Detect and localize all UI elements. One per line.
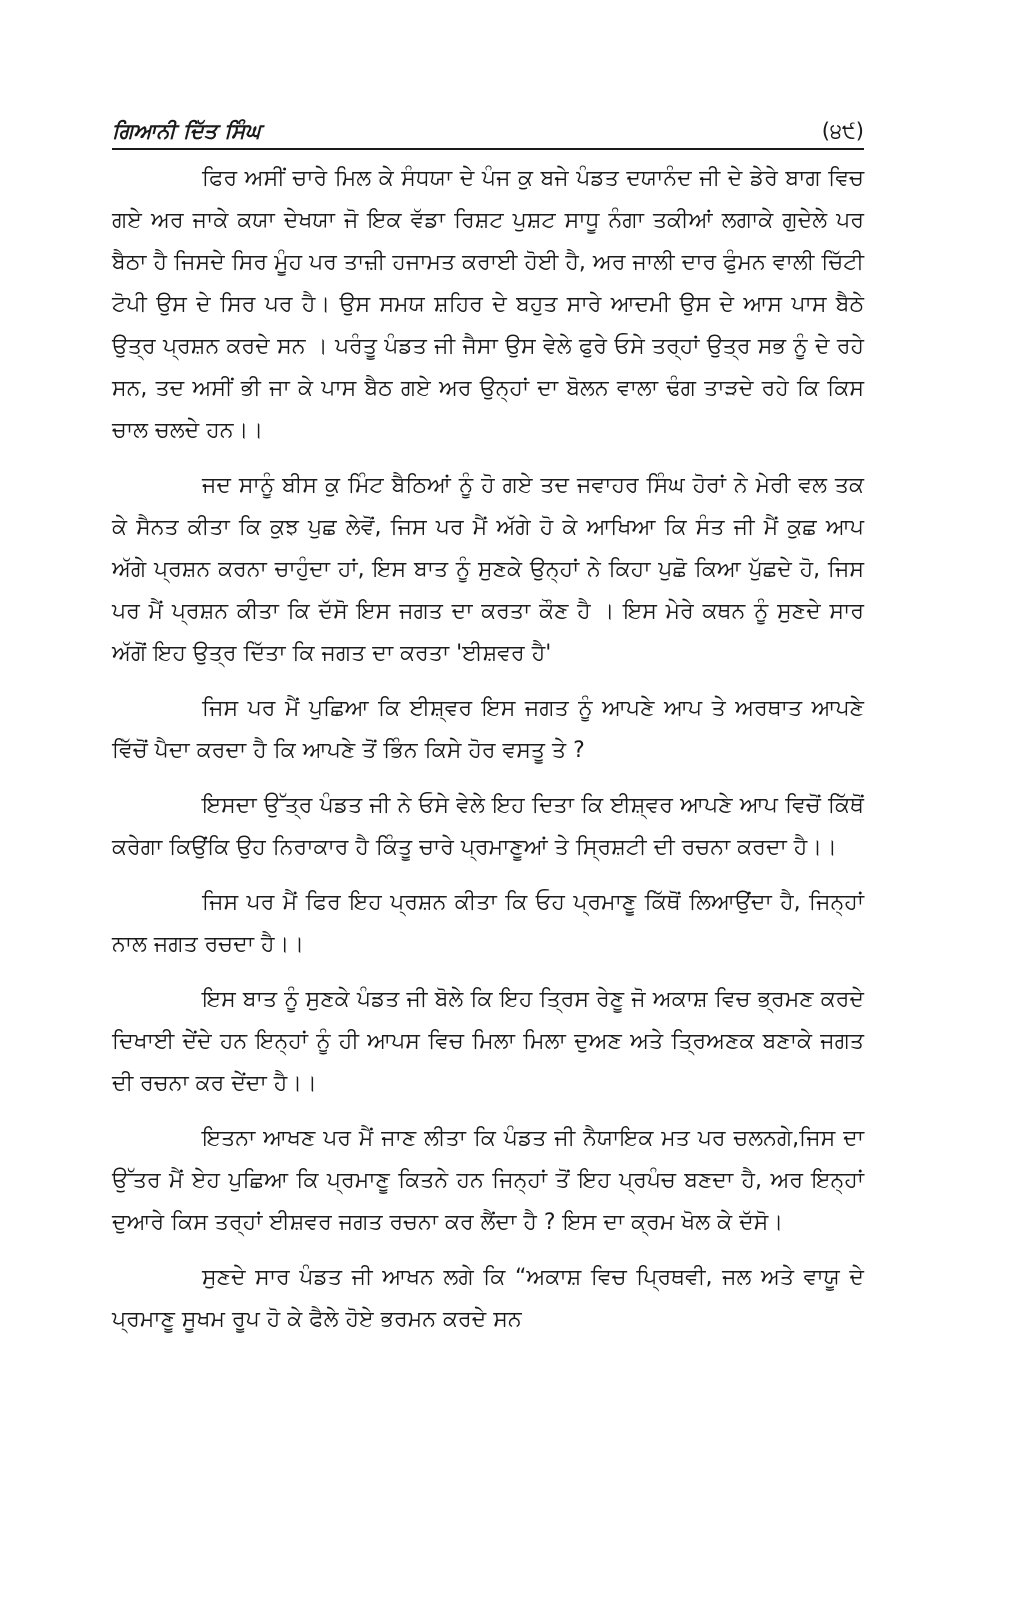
page-number: (੪੯) bbox=[821, 119, 864, 143]
paragraph-8: ਸੁਣਦੇ ਸਾਰ ਪੰਡਤ ਜੀ ਆਖਨ ਲਗੇ ਕਿ “ਅਕਾਸ਼ ਵਿਚ ਪ੍ਰਿਥਵੀ, ਜਲ ਅਤੇ ਵਾਯੂ ਦੇ ਪ੍ਰਮਾਣੂ ਸੂਖਮ ਰੂਪ ਹੋ ਕੇ ਫੈਲੇ ਹੋਏ ਭਰਮਨ ਕਰਦੇ ਸਨ bbox=[112, 1265, 864, 1332]
running-title: ਗਿਆਨੀ ਦਿੱਤ ਸਿੰਘ bbox=[112, 119, 261, 143]
paragraph-4: ਇਸਦਾ ਉੱਤ੍ਰ ਪੰਡਤ ਜੀ ਨੇ ਓਸੇ ਵੇਲੇ ਇਹ ਦਿਤਾ ਕਿ ਈਸ਼੍ਵਰ ਆਪਣੇ ਆਪ ਵਿਚੋਂ ਕਿੱਥੋਂ ਕਰੇਗਾ ਕਿਉਂਕਿ ਉਹ ਨਿਰਾਕਾਰ ਹੈ ਕਿੰਤੂ ਚਾਰੇ ਪ੍ਰਮਾਣੂਆਂ ਤੇ ਸ੍ਰਿਸ਼ਟੀ ਦੀ ਰਚਨਾ ਕਰਦਾ ਹੈ।। bbox=[112, 793, 864, 860]
paragraph-7: ਇਤਨਾ ਆਖਣ ਪਰ ਮੈਂ ਜਾਣ ਲੀਤਾ ਕਿ ਪੰਡਤ ਜੀ ਨੈਯਾਇਕ ਮਤ ਪਰ ਚਲਨਗੇ,ਜਿਸ ਦਾ ਉੱਤਰ ਮੈਂ ਏਹ ਪੁਛਿਆ ਕਿ ਪ੍ਰਮਾਣੂ ਕਿਤਨੇ ਹਨ ਜਿਨ੍ਹਾਂ ਤੋਂ ਇਹ ਪ੍ਰਪੰਚ ਬਣਦਾ ਹੈ, ਅਰ ਇਨ੍ਹਾਂ ਦੁਆਰੇ ਕਿਸ ਤਰ੍ਹਾਂ ਈਸ਼ਵਰ ਜਗਤ ਰਚਨਾ ਕਰ ਲੈਂਦਾ ਹੈ ? ਇਸ ਦਾ ਕ੍ਰਮ ਖੋਲ ਕੇ ਦੱਸੋ। bbox=[112, 1126, 864, 1235]
running-head bbox=[112, 112, 864, 150]
paragraph-5: ਜਿਸ ਪਰ ਮੈਂ ਫਿਰ ਇਹ ਪ੍ਰਸ਼ਨ ਕੀਤਾ ਕਿ ਓਹ ਪ੍ਰਮਾਣੂ ਕਿੱਥੋਂ ਲਿਆਉਂਦਾ ਹੈ, ਜਿਨ੍ਹਾਂ ਨਾਲ ਜਗਤ ਰਚਦਾ ਹੈ।। bbox=[112, 890, 864, 957]
paragraph-2: ਜਦ ਸਾਨੂੰ ਬੀਸ ਕੁ ਮਿੰਟ ਬੈਠਿਆਂ ਨੂੰ ਹੋ ਗਏ ਤਦ ਜਵਾਹਰ ਸਿੰਘ ਹੋਰਾਂ ਨੇ ਮੇਰੀ ਵਲ ਤਕ ਕੇ ਸੈਨਤ ਕੀਤਾ ਕਿ ਕੁਝ ਪੁਛ ਲੇਵੋਂ, ਜਿਸ ਪਰ ਮੈਂ ਅੱਗੇ ਹੋ ਕੇ ਆਖਿਆ ਕਿ ਸੰਤ ਜੀ ਮੈਂ ਕੁਛ ਆਪ ਅੱਗੇ ਪ੍ਰਸ਼ਨ ਕਰਨਾ ਚਾਹੁੰਦਾ ਹਾਂ, ਇਸ ਬਾਤ ਨੂੰ ਸੁਣਕੇ ਉਨ੍ਹਾਂ ਨੇ ਕਿਹਾ ਪੁਛੋ ਕਿਆ ਪੁੱਛਦੇ ਹੋ, ਜਿਸ ਪਰ ਮੈਂ ਪ੍ਰਸ਼ਨ ਕੀਤਾ ਕਿ ਦੱਸੋ ਇਸ ਜਗਤ ਦਾ ਕਰਤਾ ਕੌਣ ਹੈ । ਇਸ ਮੇਰੇ ਕਥਨ ਨੂੰ ਸੁਣਦੇ ਸਾਰ ਅੱਗੋਂ ਇਹ ਉਤ੍ਰ ਦਿੱਤਾ ਕਿ ਜਗਤ ਦਾ ਕਰਤਾ 'ਈਸ਼ਵਰ ਹੈ' bbox=[112, 473, 864, 666]
paragraph-1: ਫਿਰ ਅਸੀਂ ਚਾਰੇ ਮਿਲ ਕੇ ਸੰਧਯਾ ਦੇ ਪੰਜ ਕੁ ਬਜੇ ਪੰਡਤ ਦਯਾਨੰਦ ਜੀ ਦੇ ਡੇਰੇ ਬਾਗ ਵਿਚ ਗਏ ਅਰ ਜਾਕੇ ਕਯਾ ਦੇਖਯਾ ਜੋ ਇਕ ਵੱਡਾ ਰਿਸ਼ਟ ਪੁਸ਼ਟ ਸਾਧੂ ਨੰਗਾ ਤਕੀਆਂ ਲਗਾਕੇ ਗੁਦੇਲੇ ਪਰ ਬੈਠਾ ਹੈ ਜਿਸਦੇ ਸਿਰ ਮੂੰਹ ਪਰ ਤਾਜ਼ੀ ਹਜਾਮਤ ਕਰਾਈ ਹੋਈ ਹੈ, ਅਰ ਜਾਲੀ ਦਾਰ ਫੁੰਮਨ ਵਾਲੀ ਚਿੱਟੀ ਟੋਪੀ ਉਸ ਦੇ ਸਿਰ ਪਰ ਹੈ। ਉਸ ਸਮਯ ਸ਼ਹਿਰ ਦੇ ਬਹੁਤ ਸਾਰੇ ਆਦਮੀ ਉਸ ਦੇ ਆਸ ਪਾਸ ਬੈਠੇ ਉਤ੍ਰ ਪ੍ਰਸ਼ਨ ਕਰਦੇ ਸਨ । ਪਰੰਤੂ ਪੰਡਤ ਜੀ ਜੈਸਾ ਉਸ ਵੇਲੇ ਫੁਰੇ ਓਸੇ ਤਰ੍ਹਾਂ ਉਤ੍ਰ ਸਭ ਨੂੰ ਦੇ ਰਹੇ ਸਨ, ਤਦ ਅਸੀਂ ਭੀ ਜਾ ਕੇ ਪਾਸ ਬੈਠ ਗਏ ਅਰ ਉਨ੍ਹਾਂ ਦਾ ਬੋਲਨ ਵਾਲਾ ਢੰਗ ਤਾੜਦੇ ਰਹੇ ਕਿ ਕਿਸ ਚਾਲ ਚਲਦੇ ਹਨ।। bbox=[112, 166, 864, 443]
body-text bbox=[112, 158, 864, 1354]
paragraph-6: ਇਸ ਬਾਤ ਨੂੰ ਸੁਣਕੇ ਪੰਡਤ ਜੀ ਬੋਲੇ ਕਿ ਇਹ ਤ੍ਰਿਸ ਰੇਣੂ ਜੋ ਅਕਾਸ਼ ਵਿਚ ਭ੍ਰਮਣ ਕਰਦੇ ਦਿਖਾਈ ਦੇਂਦੇ ਹਨ ਇਨ੍ਹਾਂ ਨੂੰ ਹੀ ਆਪਸ ਵਿਚ ਮਿਲਾ ਮਿਲਾ ਦੁਅਣ ਅਤੇ ਤ੍ਰਿਅਣਕ ਬਣਾਕੇ ਜਗਤ ਦੀ ਰਚਨਾ ਕਰ ਦੇਂਦਾ ਹੈ।। bbox=[112, 987, 864, 1096]
paragraph-3: ਜਿਸ ਪਰ ਮੈਂ ਪੁਛਿਆ ਕਿ ਈਸ਼੍ਵਰ ਇਸ ਜਗਤ ਨੂੰ ਆਪਣੇ ਆਪ ਤੇ ਅਰਥਾਤ ਆਪਣੇ ਵਿੱਚੋਂ ਪੈਦਾ ਕਰਦਾ ਹੈ ਕਿ ਆਪਣੇ ਤੋਂ ਭਿੰਨ ਕਿਸੇ ਹੋਰ ਵਸਤੂ ਤੇ ? bbox=[112, 696, 864, 763]
